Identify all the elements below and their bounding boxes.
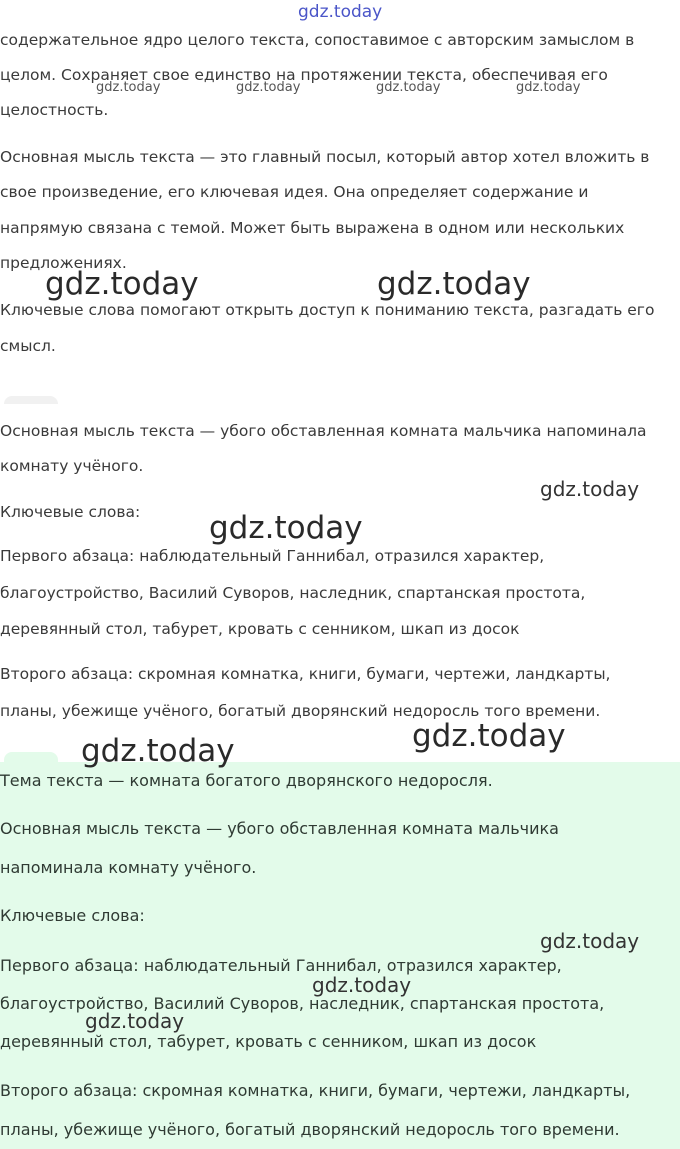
text-line: содержательное ядро целого текста, сопоставимое с авторским замыслом в (0, 31, 635, 49)
text-line: комнату учёного. (0, 457, 144, 475)
text-line: Тема текста — комната богатого дворянского недоросля. (0, 771, 493, 790)
answer-tab-decoration-green (4, 752, 58, 764)
text-line: деревянный стол, табурет, кровать с сенником, шкап из досок (0, 620, 520, 638)
watermark: gdz.today (85, 1009, 185, 1033)
watermark: gdz.today (81, 733, 235, 769)
watermark: gdz.today (412, 718, 566, 754)
text-line: деревянный стол, табурет, кровать с сенником, шкап из досок (0, 1032, 537, 1051)
text-line: Основная мысль текста — убого обставленная комната мальчика напоминала (0, 422, 647, 440)
watermark: gdz.today (377, 266, 531, 302)
watermark: gdz.today (312, 973, 412, 997)
watermark: gdz.today (516, 80, 581, 95)
watermark: gdz.today (540, 929, 640, 953)
text-line: напоминала комнату учёного. (0, 858, 257, 877)
watermark: gdz.today (376, 80, 441, 95)
text-line: Второго абзаца: скромная комнатка, книги, бумаги, чертежи, ландкарты, (0, 665, 611, 683)
text-line: благоустройство, Василий Суворов, наследник, спартанская простота, (0, 994, 605, 1013)
text-line: Основная мысль текста — это главный посыл, который автор хотел вложить в (0, 148, 650, 166)
watermark: gdz.today (45, 266, 199, 302)
answer-tab-decoration (4, 396, 58, 404)
text-line: Первого абзаца: наблюдательный Ганнибал, отразился характер, (0, 547, 545, 565)
text-line: Второго абзаца: скромная комнатка, книги, бумаги, чертежи, ландкарты, (0, 1081, 631, 1100)
text-line: планы, убежище учёного, богатый дворянский недоросль того времени. (0, 1120, 620, 1139)
watermark: gdz.today (96, 80, 161, 95)
watermark: gdz.today (540, 477, 640, 501)
watermark: gdz.today (298, 2, 383, 22)
text-line: целостность. (0, 101, 109, 119)
text-line: Ключевые слова: (0, 503, 141, 521)
text-line: Основная мысль текста — убого обставленная комната мальчика (0, 819, 559, 838)
watermark: gdz.today (209, 510, 363, 546)
text-line: Ключевые слова: (0, 906, 145, 925)
text-line: Ключевые слова помогают открыть доступ к пониманию текста, разгадать его (0, 301, 655, 319)
text-line: благоустройство, Василий Суворов, наследник, спартанская простота, (0, 584, 586, 602)
text-line: предложениях. (0, 254, 127, 272)
text-line: целом. Сохраняет свое единство на протяжении текста, обеспечивая его (0, 66, 608, 84)
watermark: gdz.today (236, 80, 301, 95)
text-line: планы, убежище учёного, богатый дворянский недоросль того времени. (0, 702, 601, 720)
text-line: Первого абзаца: наблюдательный Ганнибал, отразился характер, (0, 956, 562, 975)
text-line: смысл. (0, 337, 56, 355)
text-line: свое произведение, его ключевая идея. Она определяет содержание и (0, 183, 589, 201)
text-line: напрямую связана с темой. Может быть выражена в одном или нескольких (0, 219, 625, 237)
